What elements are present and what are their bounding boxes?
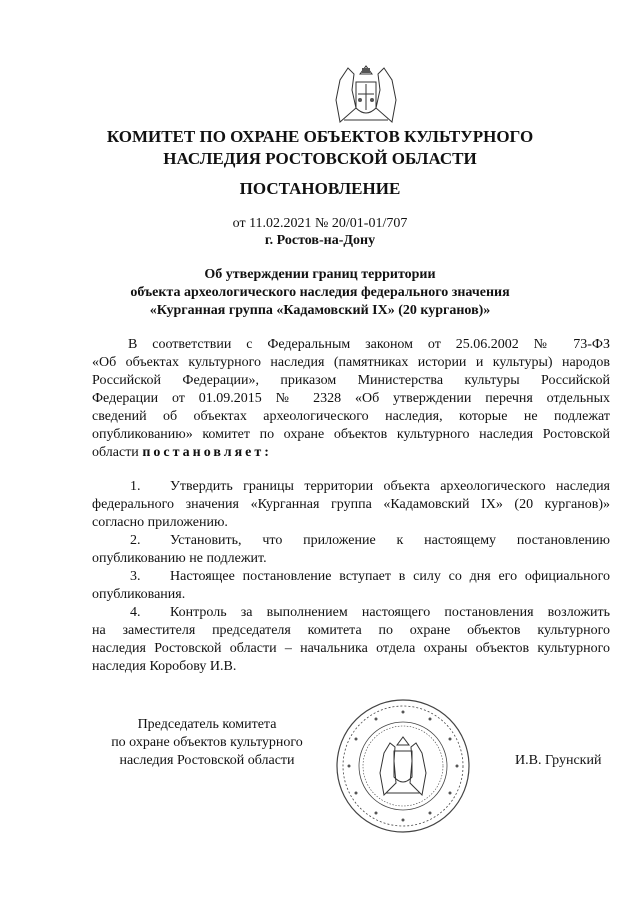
- subject-line2: объекта археологического наследия федерального значения: [130, 285, 510, 300]
- signatory-title-line2: по охране объектов культурного: [111, 735, 303, 750]
- coat-of-arms-emblem-icon: [330, 60, 402, 126]
- org-name-line1: КОМИТЕТ ПО ОХРАНЕ ОБЪЕКТОВ КУЛЬТУРНОГО: [106, 127, 534, 146]
- city: г. Ростов-на-Дону: [264, 233, 376, 248]
- signatory-name: И.В. Грунский: [515, 753, 602, 768]
- item-text: согласно приложению.: [92, 515, 228, 530]
- signatory-title-line1: Председатель комитета: [137, 717, 277, 732]
- resolves-word: постановляет:: [142, 445, 272, 460]
- org-name-line2: НАСЛЕДИЯ РОСТОВСКОЙ ОБЛАСТИ: [163, 149, 477, 168]
- item-text: Настоящее постановление вступает в силу со дня его официального: [170, 569, 610, 584]
- subject-line1: Об утверждении границ территории: [204, 267, 436, 282]
- item-text: федерального значения «Курганная группа «Кадамовский IX» (20 курганов)»: [92, 497, 610, 512]
- preamble-line: В соответствии с Федеральным законом от 25.06.2002 № 73-ФЗ: [128, 337, 610, 352]
- preamble-last-line: [92, 444, 272, 462]
- preamble-line: сведений об объектах археологического наследия, которые не подлежат: [92, 409, 610, 424]
- item-text: наследия Ростовской области – начальника отдела охраны объектов культурного: [92, 641, 610, 656]
- item-text: опубликованию не подлежит.: [92, 551, 267, 566]
- item-text: Установить, что приложение к настоящему постановлению: [170, 533, 610, 548]
- subject-line3: «Курганная группа «Кадамовский IX» (20 курганов)»: [149, 303, 491, 318]
- item-number: 2.: [130, 533, 141, 548]
- item-number: 1.: [130, 479, 141, 494]
- item-text: опубликования.: [92, 587, 186, 602]
- preamble-text: области: [92, 445, 143, 460]
- preamble-line: Российской Федерации», приказом Министерства культуры Российской: [92, 373, 610, 388]
- item-number: 3.: [130, 569, 141, 584]
- item-text: Контроль за выполнением настоящего постановления возложить: [170, 605, 610, 620]
- preamble-line: опубликованию» комитет по охране объектов культурного наследия Ростовской: [92, 427, 610, 442]
- item-text: на заместителя председателя комитета по охране объектов культурного: [92, 623, 610, 638]
- item-text: Утвердить границы территории объекта археологического наследия: [170, 479, 610, 494]
- doc-type-title: ПОСТАНОВЛЕНИЕ: [239, 179, 401, 198]
- date-number: от 11.02.2021 № 20/01-01/707: [232, 216, 408, 231]
- item-number: 4.: [130, 605, 141, 620]
- preamble-line: Федерации от 01.09.2015 № 2328 «Об утверждении перечня отдельных: [92, 391, 610, 406]
- preamble-line: «Об объектах культурного наследия (памятниках истории и культуры) народов: [92, 355, 610, 370]
- signatory-title-line3: наследия Ростовской области: [119, 753, 295, 768]
- official-seal-icon: [334, 697, 472, 835]
- item-text: наследия Коробову И.В.: [92, 659, 237, 674]
